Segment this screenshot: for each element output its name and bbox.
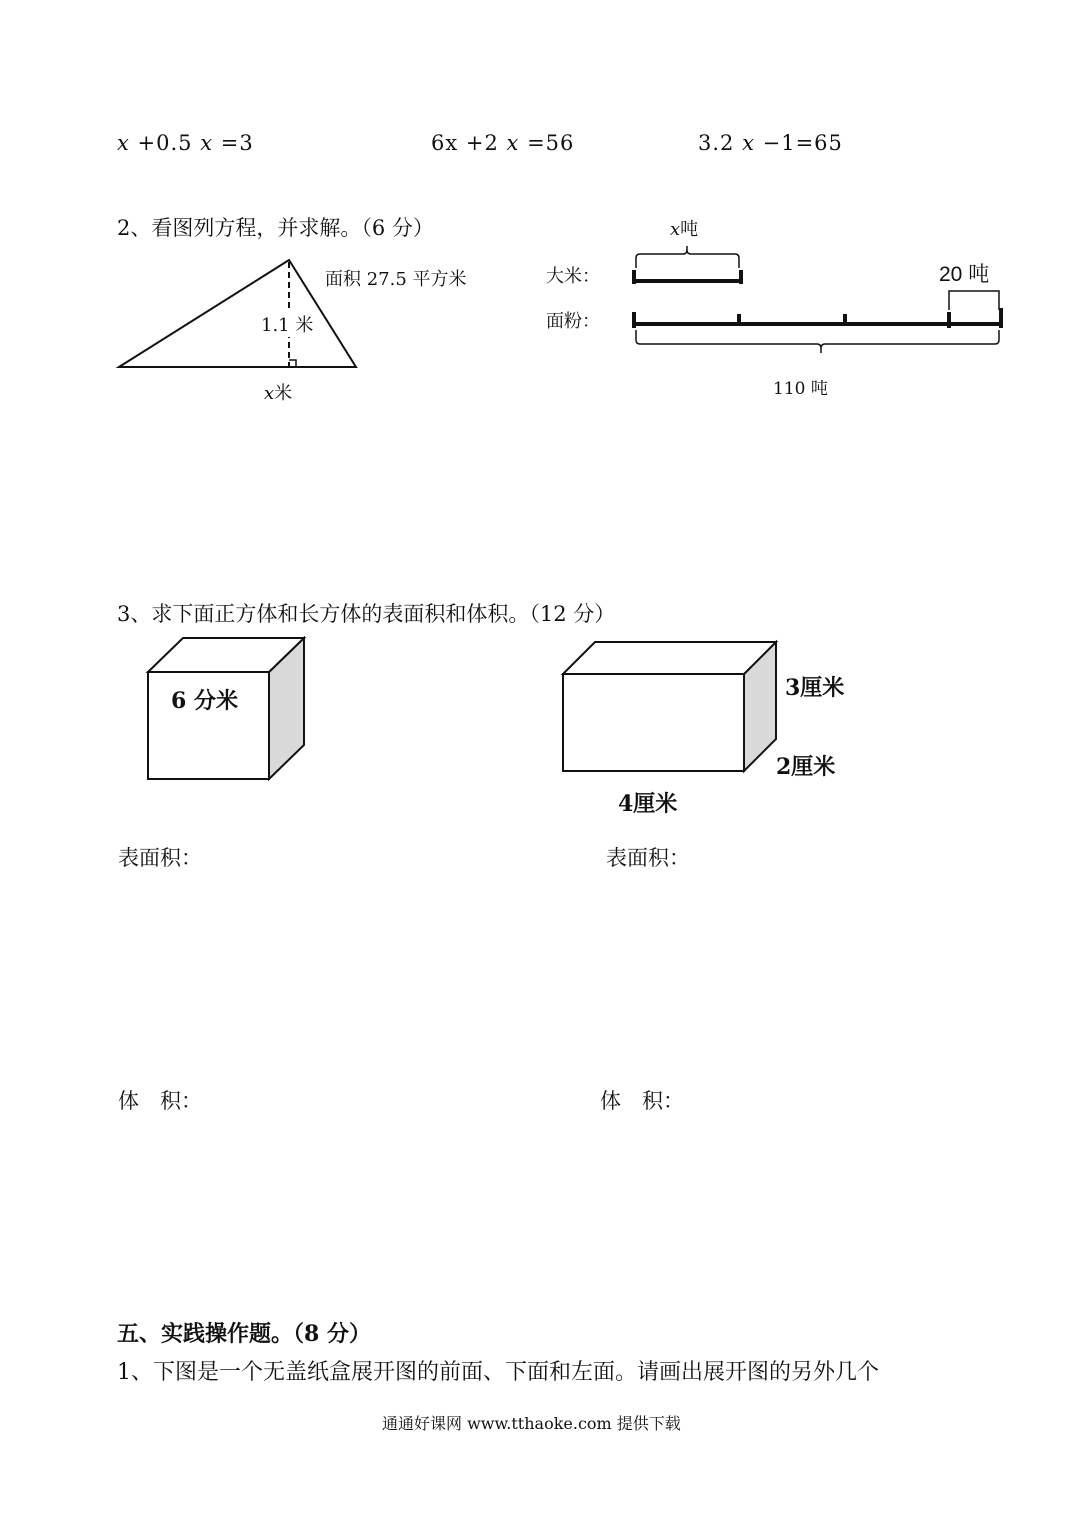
extra-20-label: 20 吨	[939, 263, 990, 286]
triangle-figure	[119, 260, 356, 367]
triangle-area-label: 面积 27.5 平方米	[325, 269, 467, 290]
rice-top-label	[670, 215, 698, 241]
cuboid-length-label: 4厘米	[618, 791, 678, 817]
equation-2-var: 6x	[431, 131, 459, 155]
equation-1-var2: x	[200, 131, 214, 155]
equation-1-var: x	[117, 131, 130, 155]
equation-3-end: −1=65	[754, 131, 843, 155]
cube-edge-label: 6 分米	[171, 688, 238, 714]
cuboid-height-label: 3厘米	[785, 675, 845, 701]
equation-1-end: =3	[213, 131, 254, 155]
section-5-q1-text: 1、下图是一个无盖纸盒展开图的前面、下面和左面。请画出展开图的另外几个	[117, 1360, 879, 1385]
equation-2-var2: x	[506, 131, 520, 155]
cuboid-depth-label: 2厘米	[776, 754, 836, 780]
volume-label-left: 体 积：	[118, 1089, 202, 1113]
triangle-base-label	[264, 379, 292, 405]
equation-3-coef: 3.2	[698, 131, 735, 155]
equation-2-mid: +2	[458, 131, 499, 155]
triangle-base-var: x	[264, 383, 275, 404]
q3-title: 3、求下面正方体和长方体的表面积和体积。（12 分）	[117, 602, 616, 626]
q2-title: 2、看图列方程，并求解。（6 分）	[117, 216, 434, 240]
triangle-base-unit: 米	[274, 383, 293, 404]
page-footer: 通通好课网 www.tthaoke.com 提供下载	[382, 1414, 681, 1433]
surface-area-label-right: 表面积：	[606, 846, 690, 870]
flour-label: 面粉：	[546, 311, 600, 332]
section-5-title: 五、实践操作题。（8 分）	[117, 1321, 371, 1347]
rice-segment	[634, 246, 741, 284]
rice-top-unit: 吨	[680, 219, 699, 240]
flour-segment	[634, 291, 1001, 353]
cuboid-figure	[563, 642, 776, 771]
rice-label: 大米：	[546, 266, 600, 287]
equation-3-var: x	[742, 131, 755, 155]
equation-1-mid: +0.5	[129, 131, 193, 155]
volume-label-right: 体 积：	[600, 1089, 684, 1113]
rice-top-var: x	[670, 219, 681, 240]
equation-2-end: =56	[519, 131, 575, 155]
surface-area-label-left: 表面积：	[118, 846, 202, 870]
triangle-height-label: 1.1 米	[259, 311, 315, 337]
total-110-label: 110 吨	[773, 379, 828, 399]
